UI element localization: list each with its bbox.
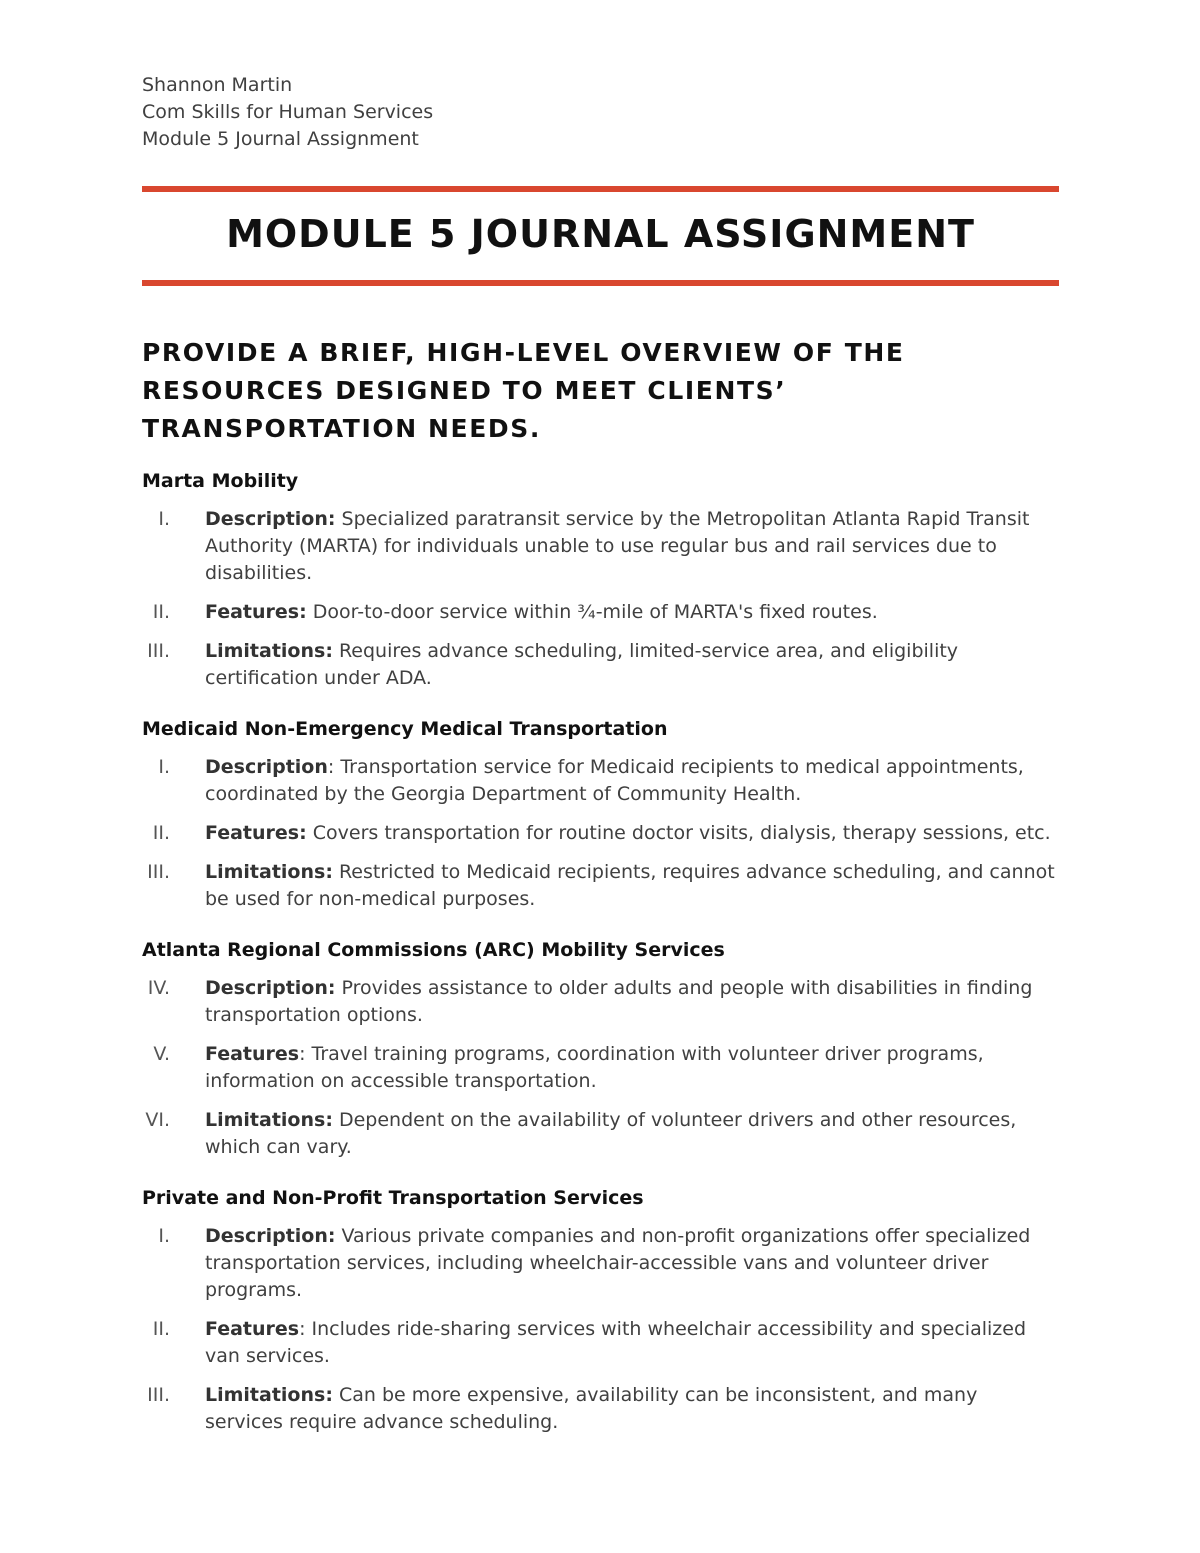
item-text: : Includes ride-sharing services with wheelchair accessibility and specialized van services. — [205, 1318, 1027, 1367]
item-label: Features — [205, 1318, 300, 1340]
roman-numeral: I. — [158, 508, 170, 530]
item-label: Description: — [205, 977, 336, 999]
roman-numeral: V. — [153, 1043, 170, 1065]
item-label: Limitations: — [205, 1109, 333, 1131]
group-item-list — [142, 975, 1059, 1161]
list-item — [142, 975, 1059, 1029]
roman-numeral: IV. — [147, 977, 170, 999]
title-bottom-rule — [142, 280, 1059, 286]
group-item-list — [142, 754, 1059, 913]
group-heading: Marta Mobility — [142, 470, 299, 492]
roman-numeral: III. — [147, 1384, 170, 1406]
group-heading: Private and Non-Profit Transportation Services — [142, 1187, 644, 1209]
item-label: Limitations: — [205, 640, 333, 662]
title-top-rule — [142, 186, 1059, 192]
item-text: Dependent on the availability of volunteer drivers and other resources, which can vary. — [205, 1109, 1017, 1158]
list-item — [142, 820, 1059, 847]
list-item — [142, 1041, 1059, 1095]
group-heading: Atlanta Regional Commissions (ARC) Mobility Services — [142, 939, 725, 961]
item-label: Features: — [205, 601, 307, 623]
document-title: MODULE 5 JOURNAL ASSIGNMENT — [226, 212, 975, 256]
item-text: Restricted to Medicaid recipients, requires advance scheduling, and cannot be used for non-medical purposes. — [205, 861, 1055, 910]
item-label: Description — [205, 756, 328, 778]
roman-numeral: I. — [158, 1225, 170, 1247]
roman-numeral: VI. — [145, 1109, 170, 1131]
roman-numeral: I. — [158, 756, 170, 778]
list-item — [142, 638, 1059, 692]
item-label: Features — [205, 1043, 300, 1065]
item-text: : Transportation service for Medicaid recipients to medical appointments, coordinated by the Georgia Department of Community Health. — [205, 756, 1024, 805]
list-item — [142, 506, 1059, 587]
item-text: Provides assistance to older adults and people with disabilities in finding transportation options. — [205, 977, 1033, 1026]
list-item — [142, 1223, 1059, 1304]
list-item — [142, 1382, 1059, 1436]
document-page — [142, 72, 1059, 1436]
item-text: Can be more expensive, availability can be inconsistent, and many services require advance scheduling. — [205, 1384, 978, 1433]
roman-numeral: II. — [152, 601, 170, 623]
group-item-list — [142, 506, 1059, 692]
list-item — [142, 859, 1059, 913]
item-text: : Travel training programs, coordination with volunteer driver programs, information on accessible transportation. — [205, 1043, 984, 1092]
item-text: Specialized paratransit service by the Metropolitan Atlanta Rapid Transit Authority (MARTA) for individuals unable to use regular bus and rail services due to disabilities. — [205, 508, 1030, 584]
list-item — [142, 1316, 1059, 1370]
roman-numeral: III. — [147, 640, 170, 662]
author-name: Shannon Martin — [142, 74, 293, 96]
roman-numeral: II. — [152, 822, 170, 844]
group-item-list — [142, 1223, 1059, 1436]
item-text: Door-to-door service within ¾-mile of MARTA's fixed routes. — [306, 601, 878, 623]
resource-groups — [142, 468, 1059, 1436]
assignment-name: Module 5 Journal Assignment — [142, 128, 419, 150]
item-label: Description: — [205, 508, 336, 530]
item-text: Covers transportation for routine doctor visits, dialysis, therapy sessions, etc. — [306, 822, 1051, 844]
item-label: Limitations: — [205, 861, 333, 883]
roman-numeral: II. — [152, 1318, 170, 1340]
course-name: Com Skills for Human Services — [142, 101, 434, 123]
list-item — [142, 754, 1059, 808]
item-label: Features: — [205, 822, 307, 844]
item-label: Limitations: — [205, 1384, 333, 1406]
item-label: Description: — [205, 1225, 336, 1247]
item-text: Various private companies and non-profit organizations offer specialized transportation services, including wheelchair-accessible vans and volunteer driver programs. — [205, 1225, 1031, 1301]
list-item — [142, 599, 1059, 626]
list-item — [142, 1107, 1059, 1161]
roman-numeral: III. — [147, 861, 170, 883]
item-text: Requires advance scheduling, limited-service area, and eligibility certification under ADA. — [205, 640, 959, 689]
section-heading: PROVIDE A BRIEF, HIGH-LEVEL OVERVIEW OF THE RESOURCES DESIGNED TO MEET CLIENTS’ TRANSPORTATION NEEDS. — [142, 338, 905, 443]
group-heading: Medicaid Non-Emergency Medical Transportation — [142, 718, 668, 740]
